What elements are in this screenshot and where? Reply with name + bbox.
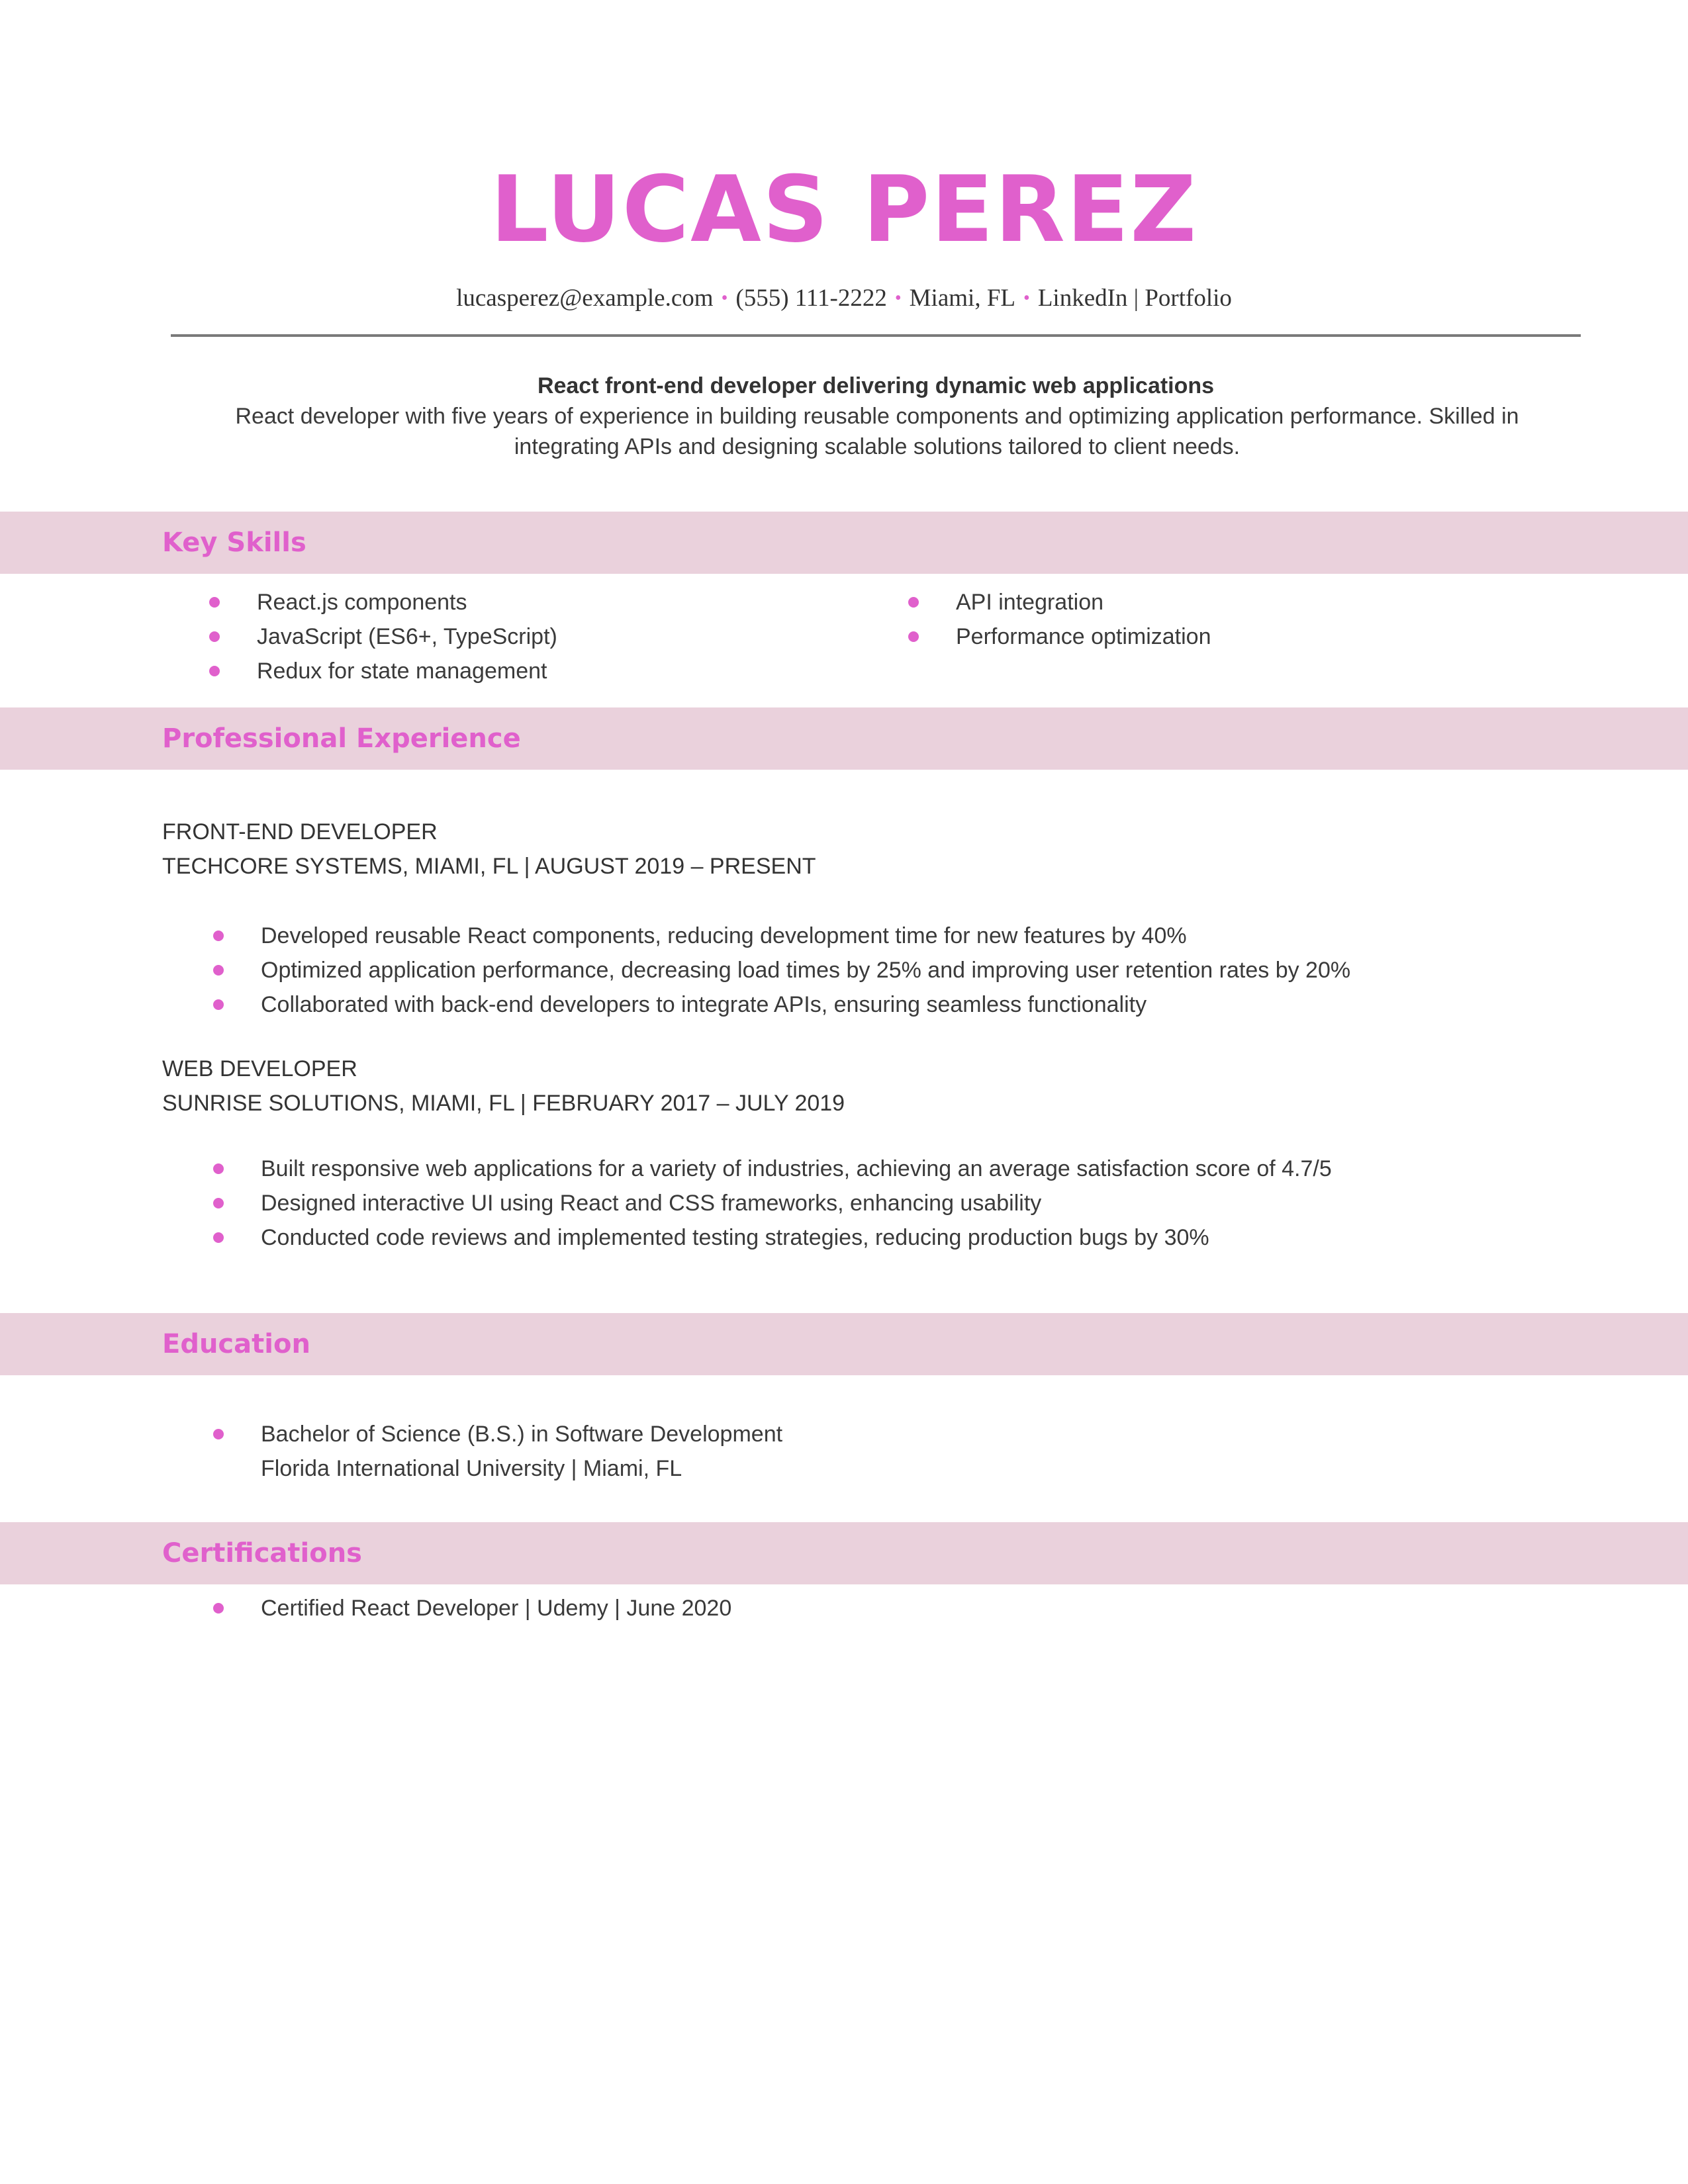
email[interactable]: lucasperez@example.com bbox=[456, 285, 714, 312]
job-company-line: TECHCORE SYSTEMS, MIAMI, FL | AUGUST 2019 – PRESENT bbox=[162, 854, 816, 879]
school-line bbox=[261, 1451, 782, 1486]
job-title: WEB DEVELOPER bbox=[162, 1056, 357, 1081]
list-item: Performance optimization bbox=[956, 619, 1211, 654]
list-item: Redux for state management bbox=[257, 654, 557, 688]
list-item: Developed reusable React components, reducing development time for new features by 40% bbox=[261, 919, 1350, 953]
contact-line bbox=[0, 281, 1688, 316]
list-item: JavaScript (ES6+, TypeScript) bbox=[257, 619, 557, 654]
job-title: FRONT-END DEVELOPER bbox=[162, 819, 438, 844]
bullet-icon bbox=[209, 597, 220, 608]
list-item: Certified React Developer | Udemy | June 2020 bbox=[261, 1591, 731, 1625]
location: Miami, FL bbox=[909, 285, 1015, 312]
skills-list-left bbox=[257, 585, 557, 688]
list-item: Built responsive web applications for a variety of industries, achieving an average satisfaction score of 4.7/5 bbox=[261, 1152, 1332, 1186]
section-band-experience bbox=[0, 707, 1688, 770]
section-title-experience: Professional Experience bbox=[162, 723, 521, 754]
job-bullets bbox=[261, 919, 1350, 1022]
list-item: Optimized application performance, decreasing load times by 25% and improving user retention rates by 20% bbox=[261, 953, 1350, 987]
bullet-icon bbox=[908, 631, 919, 642]
bullet-icon bbox=[209, 666, 220, 676]
list-item: Collaborated with back-end developers to integrate APIs, ensuring seamless functionality bbox=[261, 987, 1350, 1022]
bullet-icon bbox=[213, 1198, 224, 1208]
separator-dot: • bbox=[894, 288, 902, 308]
separator-dot: • bbox=[721, 288, 728, 308]
separator-dot: • bbox=[1023, 288, 1030, 308]
section-band-skills bbox=[0, 512, 1688, 574]
section-band-education bbox=[0, 1313, 1688, 1375]
section-title-skills: Key Skills bbox=[162, 527, 306, 558]
candidate-name: LUCAS PEREZ bbox=[490, 156, 1198, 263]
summary-text: React developer with five years of experience in building reusable components and optimizing application performance. Skilled in integrating APIs and designing scalable solutions tailored to client needs. bbox=[235, 404, 1519, 459]
summary-headline: React front-end developer delivering dynamic web applications bbox=[537, 373, 1215, 398]
header-divider bbox=[171, 334, 1581, 337]
bullet-icon bbox=[213, 999, 224, 1010]
bullet-icon bbox=[213, 1163, 224, 1174]
list-item bbox=[261, 1417, 782, 1451]
list-item: Designed interactive UI using React and CSS frameworks, enhancing usability bbox=[261, 1186, 1332, 1220]
profile-links[interactable]: LinkedIn | Portfolio bbox=[1037, 285, 1232, 312]
section-band-certifications bbox=[0, 1522, 1688, 1584]
bullet-icon bbox=[213, 1429, 224, 1439]
bullet-icon bbox=[213, 1603, 224, 1614]
certifications-list bbox=[261, 1591, 731, 1625]
skills-list-right bbox=[956, 585, 1211, 654]
bullet-icon bbox=[908, 597, 919, 608]
bullet-icon bbox=[209, 631, 220, 642]
phone: (555) 111-2222 bbox=[735, 285, 887, 312]
list-item: Conducted code reviews and implemented testing strategies, reducing production bugs by 30% bbox=[261, 1220, 1332, 1255]
bullet-icon bbox=[213, 1232, 224, 1243]
bullet-icon bbox=[213, 931, 224, 941]
section-title-education: Education bbox=[162, 1329, 310, 1359]
school: Florida International University | Miami, FL bbox=[261, 1456, 682, 1481]
section-title-certifications: Certifications bbox=[162, 1538, 362, 1569]
job-bullets bbox=[261, 1152, 1332, 1255]
education-list bbox=[261, 1417, 782, 1486]
job-company-line: SUNRISE SOLUTIONS, MIAMI, FL | FEBRUARY 2017 – JULY 2019 bbox=[162, 1091, 845, 1116]
list-item: React.js components bbox=[257, 585, 557, 619]
bullet-icon bbox=[213, 965, 224, 976]
degree: Bachelor of Science (B.S.) in Software Development bbox=[261, 1422, 783, 1447]
list-item: API integration bbox=[956, 585, 1211, 619]
